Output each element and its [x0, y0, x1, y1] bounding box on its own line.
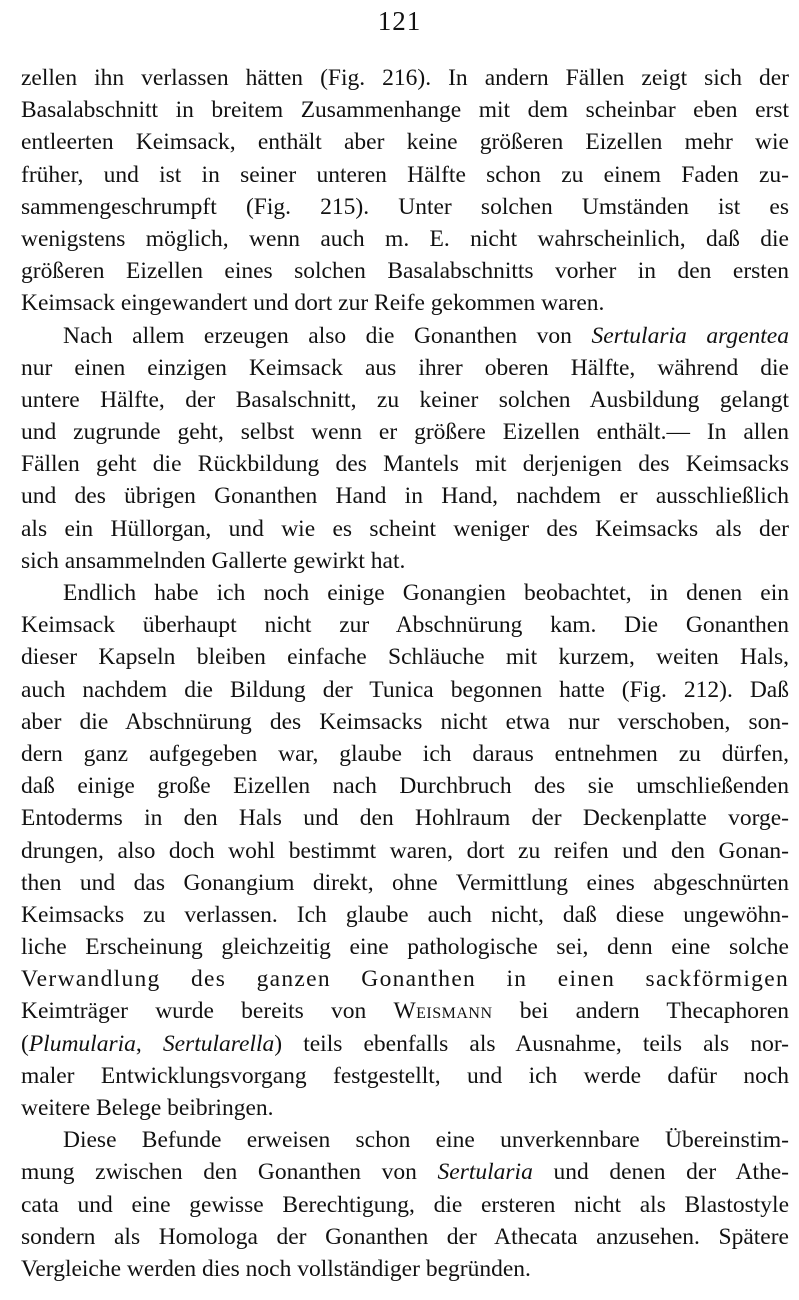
text-segment: und denen der Athe-	[532, 1159, 790, 1186]
text-segment: größeren Eizellen eines solchen Basalabschnitts vorher in den ersten	[21, 258, 789, 285]
text-segment: zellen ihn verlassen hätten (Fig. 216). In andern Fällen zeigt sich der	[21, 65, 789, 91]
text-line	[21, 867, 789, 899]
text-segment: daß einige große Eizellen nach Durchbruch des sie umschließenden	[21, 773, 789, 800]
text-segment: (	[21, 1030, 29, 1057]
text-line	[21, 577, 789, 609]
text-segment: als ein Hüllorgan, und wie es scheint weniger des Keimsacks als der	[21, 515, 789, 542]
text-line	[21, 1092, 789, 1124]
text-segment: Basalabschnitt in breitem Zusammenhange mit dem scheinbar eben erst	[21, 97, 789, 124]
text-segment: Keimsack eingewandert und dort zur Reife gekommen waren.	[21, 290, 605, 317]
text-line	[21, 191, 789, 223]
text-line	[21, 1253, 789, 1285]
text-segment: nur einen einzigen Keimsack aus ihrer oberen Hälfte, während die	[21, 354, 789, 381]
text-line	[21, 1060, 789, 1092]
text-segment: drungen, also doch wohl bestimmt waren, dort zu reifen und den Gonan-	[21, 837, 789, 864]
text-line	[21, 384, 789, 416]
text-line	[21, 674, 789, 706]
text-line	[21, 223, 789, 255]
text-line	[21, 641, 789, 673]
italic-term: Sertularia argentea	[591, 322, 789, 349]
text-line	[21, 416, 789, 448]
text-segment: Keimträger wurde bereits von	[21, 998, 394, 1025]
text-line	[21, 255, 789, 287]
text-segment: entleerten Keimsack, enthält aber keine größeren Eizellen mehr wie	[21, 129, 789, 156]
text-segment: Fällen geht die Rückbildung des Mantels mit derjenigen des Keimsacks	[21, 451, 789, 478]
text-line	[21, 802, 789, 834]
text-segment: ) teils ebenfalls als Ausnahme, teils als nor-	[274, 1030, 789, 1057]
text-line	[21, 1189, 789, 1221]
text-segment: mung zwischen den Gonanthen von	[21, 1159, 438, 1186]
text-line	[21, 609, 789, 641]
text-line	[21, 480, 789, 512]
text-segment: Diese Befunde erweisen schon eine unverkennbare Übereinstim-	[63, 1127, 789, 1154]
text-segment: sammengeschrumpft (Fig. 215). Unter solchen Umständen ist es	[21, 193, 789, 220]
text-segment: Entoderms in den Hals und den Hohlraum der Deckenplatte vorge-	[21, 805, 789, 832]
text-segment: sich ansammelnden Gallerte gewirkt hat.	[21, 547, 406, 574]
text-line	[21, 159, 789, 191]
text-segment: untere Hälfte, der Basalschnitt, zu keiner solchen Ausbildung gelangt	[21, 386, 789, 413]
author-name: Weismann	[393, 998, 493, 1025]
text-line	[21, 1156, 789, 1188]
text-line	[21, 899, 789, 931]
text-segment: ,	[135, 1030, 163, 1057]
text-segment: auch nachdem die Bildung der Tunica begonnen hatte (Fig. 212). Daß	[21, 676, 789, 703]
text-segment: Vergleiche werden dies noch vollständiger begründen.	[21, 1255, 531, 1282]
italic-term: Plumularia	[28, 1030, 136, 1057]
text-segment: aber die Abschnürung des Keimsacks nicht etwa nur verschoben, son-	[21, 708, 789, 735]
text-line	[21, 94, 789, 126]
text-segment: weitere Belege beibringen.	[21, 1095, 274, 1121]
text-line	[21, 835, 789, 867]
text-segment: liche Erscheinung gleichzeitig eine pathologische sei, denn eine solche	[21, 934, 789, 961]
text-line	[21, 126, 789, 158]
text-segment: und zugrunde geht, selbst wenn er größere Eizellen enthält.— In allen	[21, 419, 789, 446]
body-text	[21, 62, 789, 1285]
text-segment: Keimsack überhaupt nicht zur Abschnürung kam. Die Gonanthen	[21, 612, 789, 639]
text-line	[21, 545, 789, 577]
text-line	[21, 770, 789, 802]
text-segment: wenigstens möglich, wenn auch m. E. nicht wahrscheinlich, daß die	[21, 225, 789, 252]
text-segment: Nach allem erzeugen also die Gonanthen von	[63, 322, 592, 349]
text-line	[21, 1028, 789, 1060]
text-line	[21, 1221, 789, 1253]
text-line	[21, 448, 789, 480]
text-line	[21, 62, 789, 94]
text-segment: und des übrigen Gonanthen Hand in Hand, nachdem er ausschließlich	[21, 483, 789, 510]
text-segment: bei andern Thecaphoren	[492, 998, 789, 1025]
text-line	[21, 931, 789, 963]
text-line	[21, 706, 789, 738]
page-number: 121	[377, 6, 422, 36]
text-line	[21, 963, 789, 995]
italic-term: Sertularella	[162, 1030, 275, 1057]
text-segment: sondern als Homologa der Gonanthen der Athecata anzusehen. Spätere	[21, 1223, 789, 1250]
text-line	[21, 320, 789, 352]
italic-term: Sertularia	[437, 1159, 533, 1186]
text-segment: maler Entwicklungsvorgang festgestellt, und ich werde dafür noch	[21, 1062, 789, 1089]
text-line	[21, 287, 789, 319]
text-segment: Verwandlung des ganzen Gonanthen in einen sackförmigen	[21, 966, 789, 993]
text-line	[21, 513, 789, 545]
text-segment: then und das Gonangium direkt, ohne Vermittlung eines abgeschnürten	[21, 869, 789, 896]
text-segment: cata und eine gewisse Berechtigung, die ersteren nicht als Blastostyle	[21, 1191, 789, 1218]
text-line	[21, 995, 789, 1027]
text-segment: Endlich habe ich noch einige Gonangien beobachtet, in denen ein	[63, 580, 789, 606]
text-segment: dern ganz aufgegeben war, glaube ich daraus entnehmen zu dürfen,	[21, 740, 789, 767]
text-line	[21, 1124, 789, 1156]
text-segment: Keimsacks zu verlassen. Ich glaube auch nicht, daß diese ungewöhn-	[21, 901, 789, 928]
text-segment: dieser Kapseln bleiben einfache Schläuche mit kurzem, weiten Hals,	[21, 644, 789, 671]
text-line	[21, 352, 789, 384]
text-segment: früher, und ist in seiner unteren Hälfte schon zu einem Faden zu-	[21, 161, 789, 188]
text-line	[21, 738, 789, 770]
